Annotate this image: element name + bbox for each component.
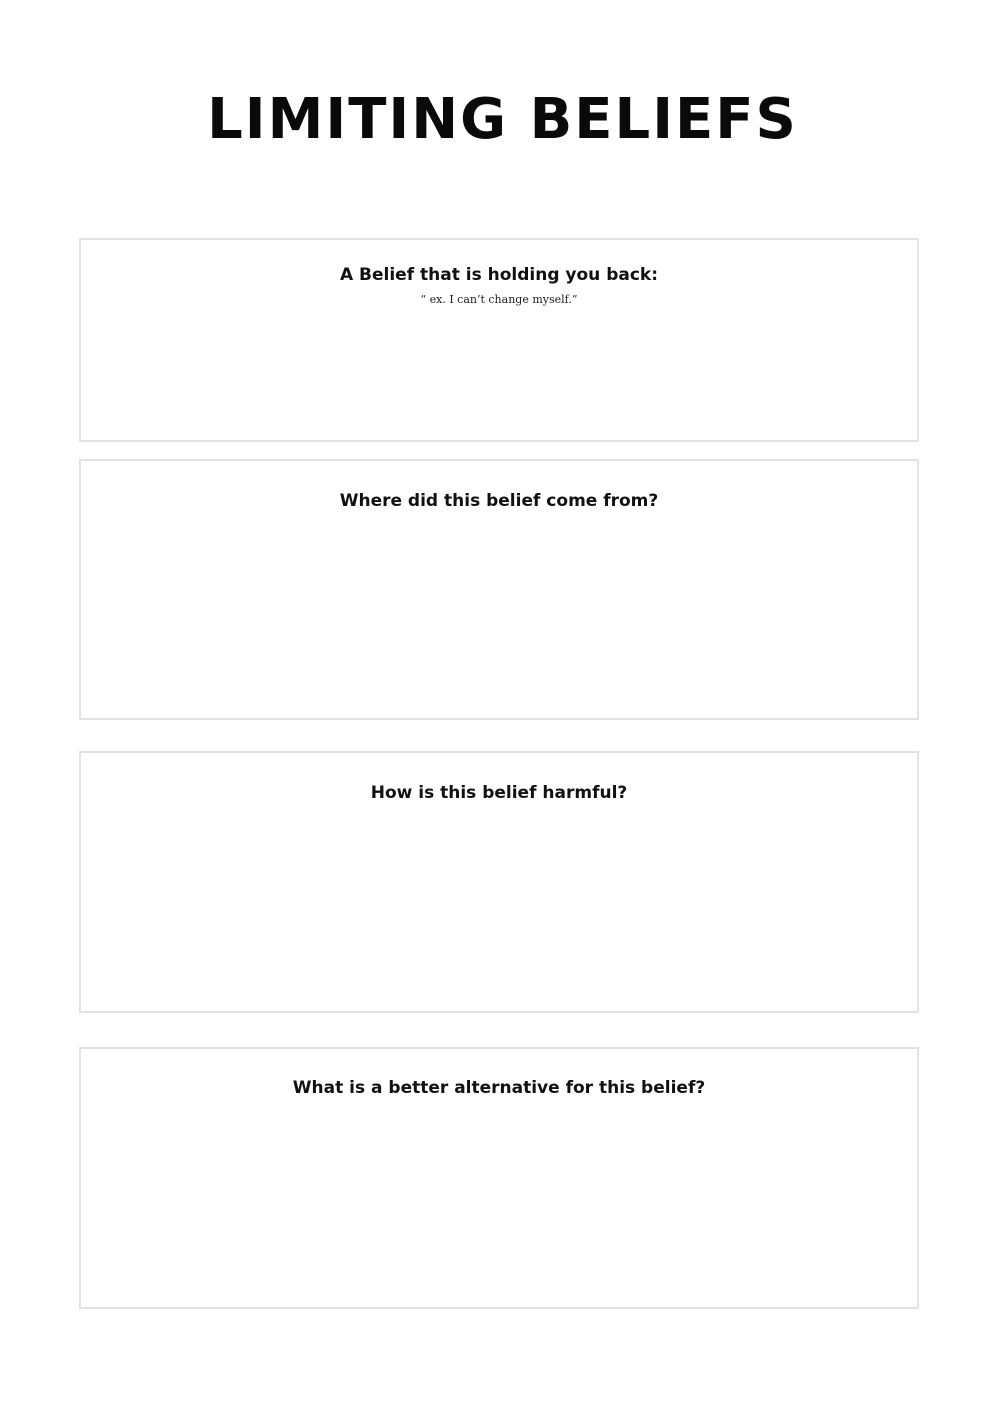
origin-answer-box[interactable]	[79, 459, 919, 720]
harm-prompt: How is this belief harmful?	[370, 783, 628, 803]
belief-prompt: A Belief that is holding you back:	[339, 265, 659, 285]
belief-answer-box[interactable]	[79, 238, 919, 442]
alternative-answer-box[interactable]	[79, 1047, 919, 1309]
belief-example: “ ex. I can’t change myself.”	[420, 293, 578, 306]
origin-prompt: Where did this belief come from?	[339, 491, 659, 511]
alternative-prompt: What is a better alternative for this belief?	[292, 1078, 706, 1098]
page-title: LIMITING BELIEFS	[207, 87, 798, 152]
harm-answer-box[interactable]	[79, 751, 919, 1013]
